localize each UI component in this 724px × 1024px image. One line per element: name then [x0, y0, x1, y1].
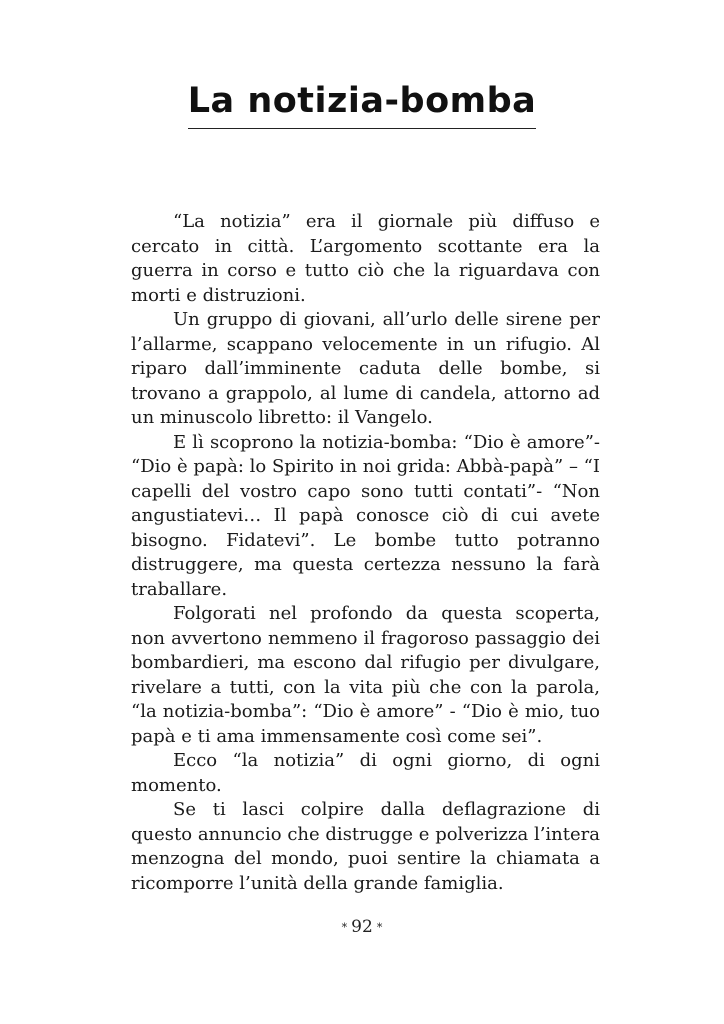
ornament-right-icon: * [376, 921, 383, 934]
title-block [0, 78, 724, 129]
ornament-left-icon: * [341, 921, 348, 934]
page-number: 92 [351, 917, 373, 937]
paragraph: E lì scoprono la notizia-bomba: “Dio è amore”- “Dio è papà: lo Spirito in noi grida: Abbà-papà” – “I capelli del vostro capo sono tutti contati”- “Non angustiatevi… Il papà conosce ciò di cui avete bisogno. Fidatevi”. Le bombe tutto potranno distruggere, ma questa certezza nessuno la farà traballare. [131, 431, 600, 600]
page-title: La notizia-bomba [188, 78, 537, 129]
paragraph: Un gruppo di giovani, all’urlo delle sirene per l’allarme, scappano velocemente in un rifugio. Al riparo dall’imminente caduta delle bombe, si trovano a grappolo, al lume di candela, attorno ad un minuscolo libretto: il Vangelo. [131, 309, 600, 428]
page-footer [0, 917, 724, 937]
paragraph: Folgorati nel profondo da questa scoperta, non avvertono nemmeno il fragoroso passaggio dei bombardieri, ma escono dal rifugio per divulgare, rivelare a tutti, con la vita più che con la parola, “la notizia-bomba”: “Dio è amore” - “Dio è mio, tuo papà e ti ama immensamente così come sei”. [131, 603, 600, 747]
paragraph: Ecco “la notizia” di ogni giorno, di ogni momento. [131, 750, 600, 796]
paragraph: Se ti lasci colpire dalla deflagrazione di questo annuncio che distrugge e polverizza l’intera menzogna del mondo, puoi sentire la chiamata a ricomporre l’unità della grande famiglia. [131, 799, 600, 894]
paragraph: “La notizia” era il giornale più diffuso e cercato in città. L’argomento scottante era la guerra in corso e tutto ciò che la riguardava con morti e distruzioni. [131, 211, 600, 306]
body-text [131, 210, 600, 896]
